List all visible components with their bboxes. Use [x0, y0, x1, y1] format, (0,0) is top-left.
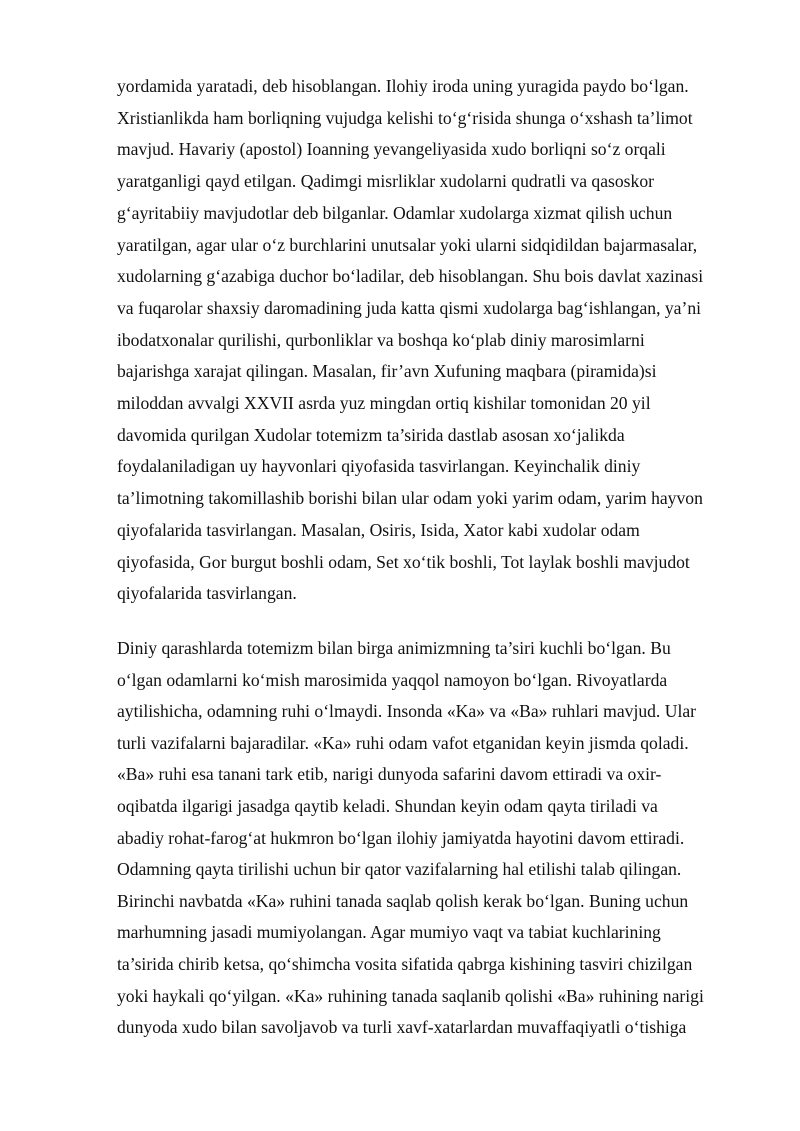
text-line: davomida qurilgan Xudolar totemizm ta’sirida dastlab asosan xo‘jalikda	[117, 424, 625, 445]
text-line: Odamning qayta tirilishi uchun bir qator vazifalarning hal etilishi talab qilingan.	[117, 859, 682, 880]
text-line: dunyoda xudo bilan savoljavob va turli xavf-xatarlardan muvaffaqiyatli o‘tishiga	[117, 1017, 687, 1038]
text-line: ta’sirida chirib ketsa, qo‘shimcha vosita sifatida qabrga kishining tasviri chizilgan	[117, 954, 693, 974]
text-line: qiyofasida, Gor burgut boshli odam, Set xo‘tik boshli, Tot laylak boshli mavjudot	[117, 551, 690, 572]
text-line: mavjud. Havariy (apostol) Ioanning yevangeliyasida xudo borliqni so‘z orqali	[117, 139, 666, 160]
text-line: aytilishicha, odamning ruhi o‘lmaydi. Insonda «Ka» va «Ba» ruhlari mavjud. Ular	[117, 701, 696, 722]
text-line: yaratilgan, agar ular o‘z burchlarini unutsalar yoki ularni sidqidildan bajarmasalar,	[117, 234, 698, 255]
text-line: marhumning jasadi mumiyolangan. Agar mumiyo vaqt va tabiat kuchlarining	[117, 922, 661, 943]
text-line: yoki haykali qo‘yilgan. «Ka» ruhining tanada saqlanib qolishi «Ba» ruhining narigi	[117, 985, 704, 1006]
text-line: g‘ayritabiiy mavjudotlar deb bilganlar. Odamlar xudolarga xizmat qilish uchun	[117, 202, 673, 223]
text-line: qiyofalarida tasvirlangan.	[117, 583, 297, 604]
text-line: «Ba» ruhi esa tanani tark etib, narigi dunyoda safarini davom ettiradi va oxir-	[117, 764, 662, 785]
text-line: yordamida yaratadi, deb hisoblangan. Ilohiy iroda uning yuragida paydo bo‘lgan.	[117, 76, 689, 96]
text-line: Diniy qarashlarda totemizm bilan birga animizmning ta’siri kuchli bo‘lgan. Bu	[117, 638, 671, 658]
text-line: Xristianlikda ham borliqning vujudga kelishi to‘g‘risida shunga o‘xshash ta’limot	[117, 107, 693, 128]
text-line: va fuqarolar shaxsiy daromadining juda katta qismi xudolarga bag‘ishlangan, ya’ni	[117, 297, 702, 318]
text-line: foydalaniladigan uy hayvonlari qiyofasida tasvirlangan. Keyinchalik diniy	[117, 456, 641, 477]
text-line: o‘lgan odamlarni ko‘mish marosimida yaqqol namoyon bo‘lgan. Rivoyatlarda	[117, 669, 668, 690]
text-line: abadiy rohat-farog‘at hukmron bo‘lgan ilohiy jamiyatda hayotini davom ettiradi.	[117, 827, 685, 848]
text-line: oqibatda ilgarigi jasadga qaytib keladi. Shundan keyin odam qayta tiriladi va	[117, 796, 658, 816]
text-line: ibodatxonalar qurilishi, qurbonliklar va boshqa ko‘plab diniy marosimlarni	[117, 329, 645, 350]
text-line: ta’limotning takomillashib borishi bilan ular odam yoki yarim odam, yarim hayvon	[117, 488, 703, 509]
text-line: xudolarning g‘azabiga duchor bo‘ladilar, deb hisoblangan. Shu bois davlat xazinasi	[117, 266, 704, 287]
text-line: Birinchi navbatda «Ka» ruhini tanada saqlab qolish kerak bo‘lgan. Buning uchun	[117, 890, 689, 911]
text-line: qiyofalarida tasvirlangan. Masalan, Osiris, Isida, Xator kabi xudolar odam	[117, 519, 640, 540]
text-line: miloddan avvalgi XXVII asrda yuz mingdan ortiq kishilar tomonidan 20 yil	[117, 393, 651, 413]
text-line: yaratganligi qayd etilgan. Qadimgi misrliklar xudolarni qudratli va qasoskor	[117, 171, 654, 192]
text-line: turli vazifalarni bajaradilar. «Ka» ruhi odam vafot etganidan keyin jismda qoladi.	[117, 732, 689, 753]
text-line: bajarishga xarajat qilingan. Masalan, fir’avn Xufuning maqbara (piramida)si	[117, 361, 657, 382]
